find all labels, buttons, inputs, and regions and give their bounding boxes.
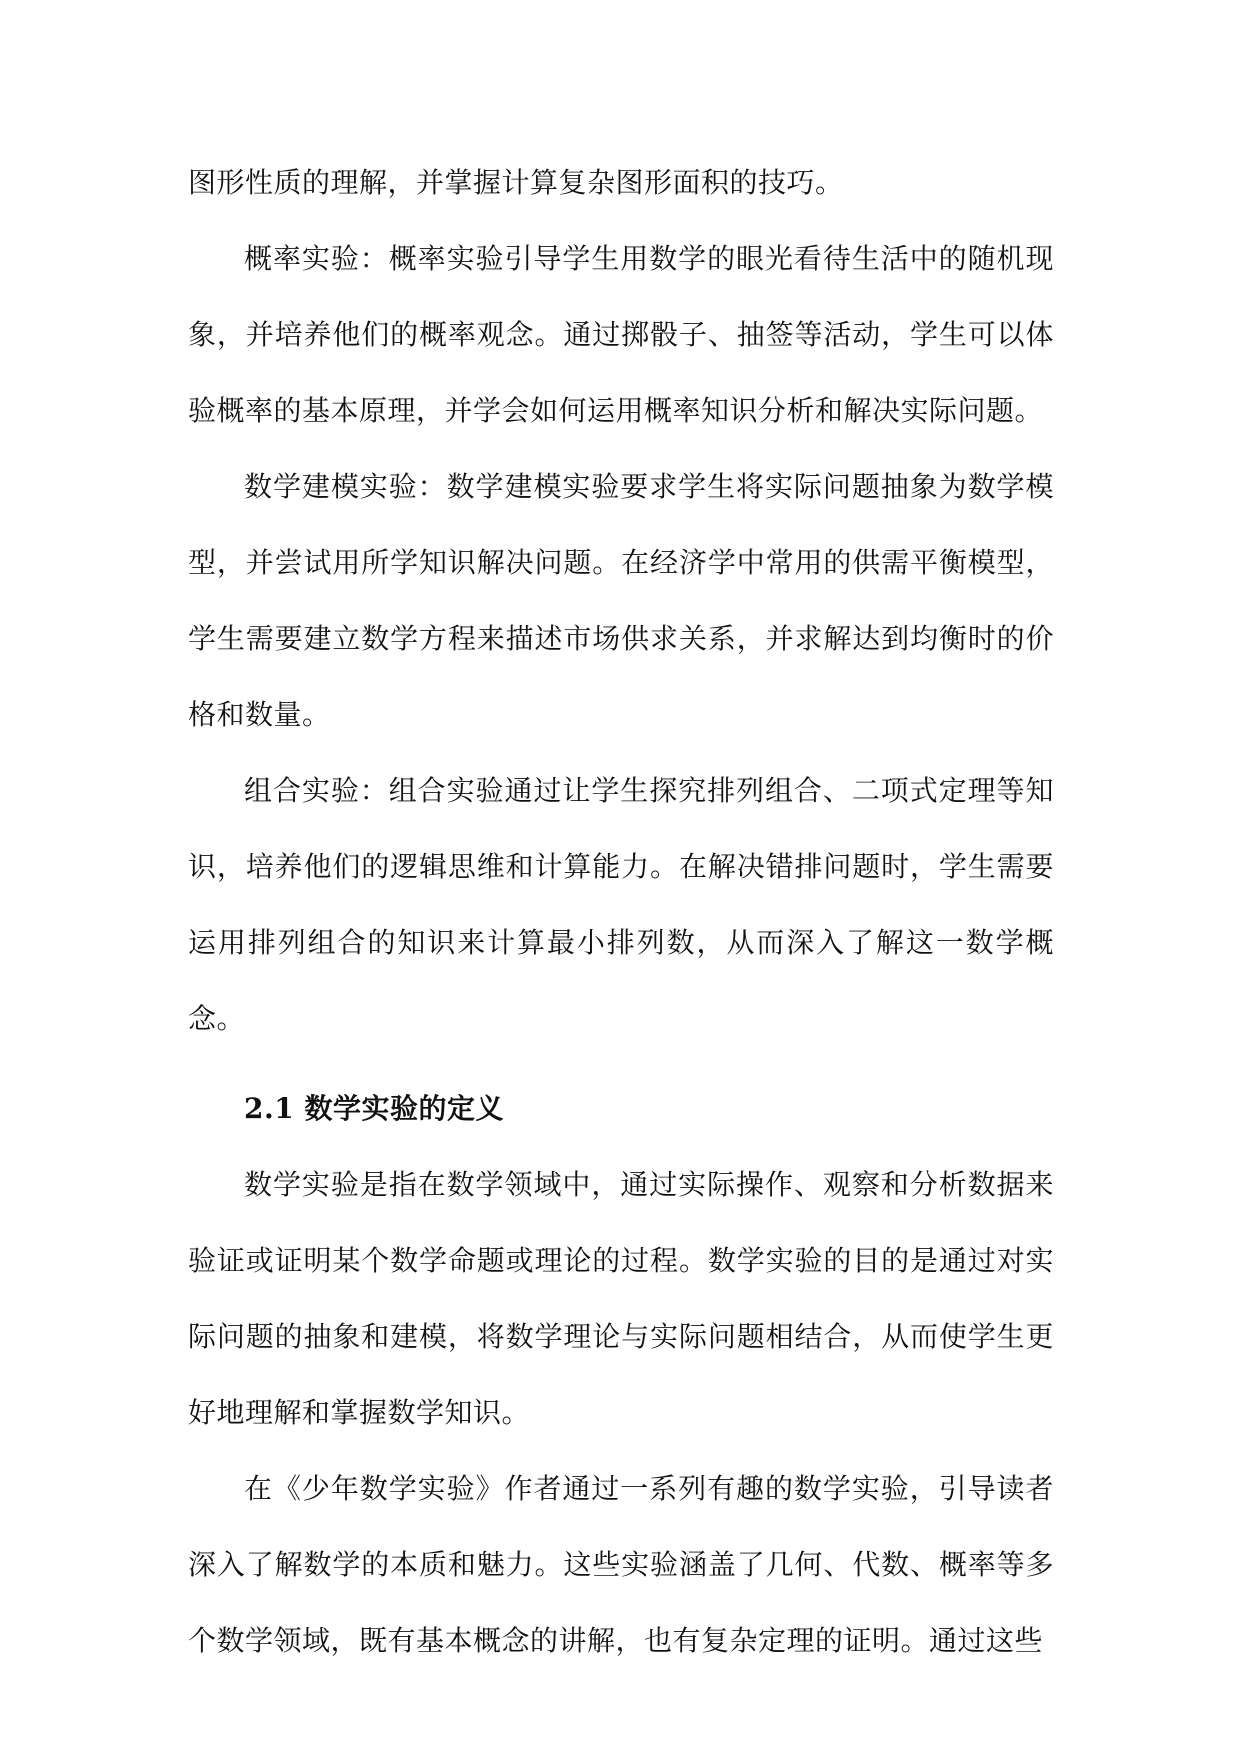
paragraph-continuation: 图形性质的理解，并掌握计算复杂图形面积的技巧。 — [188, 166, 844, 199]
section-heading: 2.1 数学实验的定义 — [244, 1092, 504, 1125]
paragraph-modeling-experiment: 数学建模实验：数学建模实验要求学生将实际问题抽象为数学模型，并尝试用所学知识解决问题。在经济学中常用的供需平衡模型，学生需要建立数学方程来描述市场供求关系，并求解达到均衡时的价格和数量。 — [188, 470, 1054, 731]
paragraph-book-reference: 在《少年数学实验》作者通过一系列有趣的数学实验，引导读者深入了解数学的本质和魅力。这些实验涵盖了几何、代数、概率等多个数学领域，既有基本概念的讲解，也有复杂定理的证明。通过这些 — [188, 1472, 1054, 1657]
paragraph-probability-experiment: 概率实验：概率实验引导学生用数学的眼光看待生活中的随机现象，并培养他们的概率观念。通过掷骰子、抽签等活动，学生可以体验概率的基本原理，并学会如何运用概率知识分析和解决实际问题。 — [188, 242, 1054, 427]
paragraph-definition: 数学实验是指在数学领域中，通过实际操作、观察和分析数据来验证或证明某个数学命题或理论的过程。数学实验的目的是通过对实际问题的抽象和建模，将数学理论与实际问题相结合，从而使学生更好地理解和掌握数学知识。 — [188, 1168, 1054, 1429]
document-body — [188, 145, 1054, 1679]
paragraph-combination-experiment: 组合实验：组合实验通过让学生探究排列组合、二项式定理等知识，培养他们的逻辑思维和计算能力。在解决错排问题时，学生需要运用排列组合的知识来计算最小排列数，从而深入了解这一数学概念。 — [188, 774, 1054, 1035]
